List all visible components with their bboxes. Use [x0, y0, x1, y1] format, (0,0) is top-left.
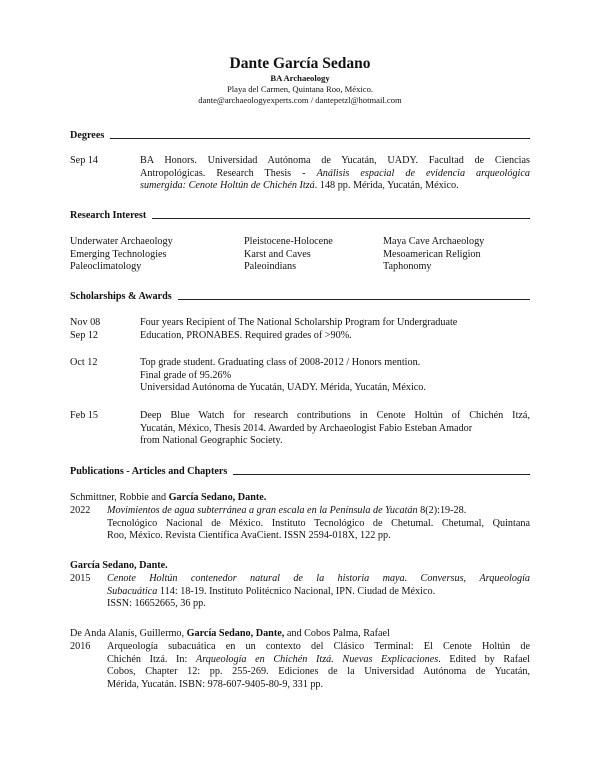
section-rule — [233, 474, 530, 475]
award-entry — [140, 410, 530, 448]
pub-authors: De Anda Alanís, Guillermo, García Sedano, Dante, and Cobos Palma, Rafael — [70, 628, 390, 639]
pub-line: Roo, México. Revista Científica AvaCient. ISSN 2594-018X, 122 pp. — [107, 530, 391, 542]
section-heading: Publications - Articles and Chapters — [70, 466, 228, 477]
pub-line: ISSN: 16652665, 36 pp. — [107, 598, 206, 610]
entry-line: from National Geographic Society. — [140, 435, 283, 447]
pub-line: Mérida, Yucatán. ISBN: 978-607-9405-80-9, 331 pp. — [107, 678, 324, 690]
section-rule — [152, 218, 530, 219]
section-heading: Degrees — [70, 130, 105, 141]
pub-line: Chichén Itzá. In: Arqueología en Chichén Itzá. Nuevas Explicaciones. Edited by Rafael — [107, 653, 530, 665]
degree-entry — [140, 155, 530, 193]
pub-year: 2015 — [70, 573, 91, 584]
interest-item: Pleistocene-Holocene — [244, 236, 333, 247]
pub-year: 2022 — [70, 505, 91, 516]
cv-title: BA Archaeology — [270, 73, 330, 83]
entry-line: Education, PRONABES. Required grades of >90%. — [140, 329, 352, 341]
award-date: Feb 15 — [70, 410, 99, 421]
date-end: Sep 12 — [70, 329, 99, 341]
degree-line: Antropológicas. Research Thesis - Análisis espacial de evidencia arqueológica — [140, 167, 530, 179]
pub-line: Cenote Holtún contenedor natural de la historia maya. Conversus, Arqueología — [107, 573, 530, 584]
interest-item: Karst and Caves — [244, 248, 311, 260]
pub-line: Arqueología subacuática en un contexto del Clásico Terminal: El Cenote Holtún de — [107, 641, 530, 652]
pub-authors: García Sedano, Dante. — [70, 560, 168, 571]
date-start: Nov 08 — [70, 317, 101, 328]
section-heading: Research Interest — [70, 210, 147, 221]
research-col-1 — [70, 236, 173, 274]
interest-item: Emerging Technologies — [70, 248, 167, 260]
section-degrees — [70, 127, 530, 141]
pub-year: 2016 — [70, 641, 91, 652]
pub-line: Tecnológico Nacional de México. Instituto Tecnológico de Chetumal. Chetumal, Quintana — [107, 517, 530, 529]
section-research-interest — [70, 207, 530, 221]
cv-location: Playa del Carmen, Quintana Roo, México. — [226, 84, 374, 94]
scholarship-dates — [70, 317, 100, 342]
interest-item: Mesoamerican Religion — [383, 248, 481, 260]
cv-name: Dante García Sedano — [229, 55, 371, 72]
section-publications — [70, 463, 530, 477]
entry-line: Universidad Autónoma de Yucatán, UADY. Mérida, Yucatán, México. — [140, 382, 426, 394]
research-col-3 — [383, 236, 484, 274]
scholarship-entry — [140, 317, 530, 342]
entry-line: Final grade of 95.26% — [140, 369, 232, 381]
pub-line: Movimientos de agua subterránea a gran escala en la Península de Yucatán 8(2):19-28. — [107, 505, 467, 516]
entry-line: Yucatán, México, Thesis 2014. Awarded by Archaeologist Fabio Esteban Amador — [140, 422, 473, 434]
award-date: Oct 12 — [70, 357, 98, 368]
entry-line: Four years Recipient of The National Scholarship Program for Undergraduate — [140, 317, 458, 328]
pub-line: Subacuática 114: 18-19. Instituto Politécnico Nacional, IPN. Ciudad de México. — [107, 585, 436, 597]
degree-line: sumergida: Cenote Holtún de Chichén Itzá. 148 pp. Mérida, Yucatán, México. — [140, 180, 459, 192]
entry-line: Top grade student. Graduating class of 2008-2012 / Honors mention. — [140, 357, 421, 368]
pub-entry — [107, 573, 530, 611]
interest-item: Paleoindians — [244, 261, 297, 273]
pub-authors: Schmittner, Robbie and García Sedano, Dante. — [70, 492, 267, 503]
interest-item: Underwater Archaeology — [70, 236, 173, 247]
cv-emails: dante@archaeologyexperts.com / dantepetzl@hotmail.com — [198, 95, 402, 105]
interest-item: Maya Cave Archaeology — [383, 236, 485, 247]
section-scholarships — [70, 288, 530, 302]
pub-line: Cobos, Chapter 12: pp. 255-269. Ediciones de la Universidad Autónoma de Yucatán, — [107, 666, 530, 678]
degree-line: BA Honors. Universidad Autónoma de Yucatán, UADY. Facultad de Ciencias — [140, 155, 530, 166]
degree-date: Sep 14 — [70, 155, 99, 166]
entry-line: Deep Blue Watch for research contributions in Cenote Holtún of Chichén Itzá, — [140, 410, 530, 421]
pub-entry — [107, 641, 530, 691]
section-heading: Scholarships & Awards — [70, 291, 172, 302]
pub-entry — [107, 505, 530, 543]
award-entry — [140, 357, 530, 395]
section-rule — [178, 299, 530, 300]
research-col-2 — [244, 236, 333, 274]
section-rule — [110, 138, 530, 139]
interest-item: Paleoclimatology — [70, 261, 142, 273]
interest-item: Taphonomy — [383, 261, 432, 273]
